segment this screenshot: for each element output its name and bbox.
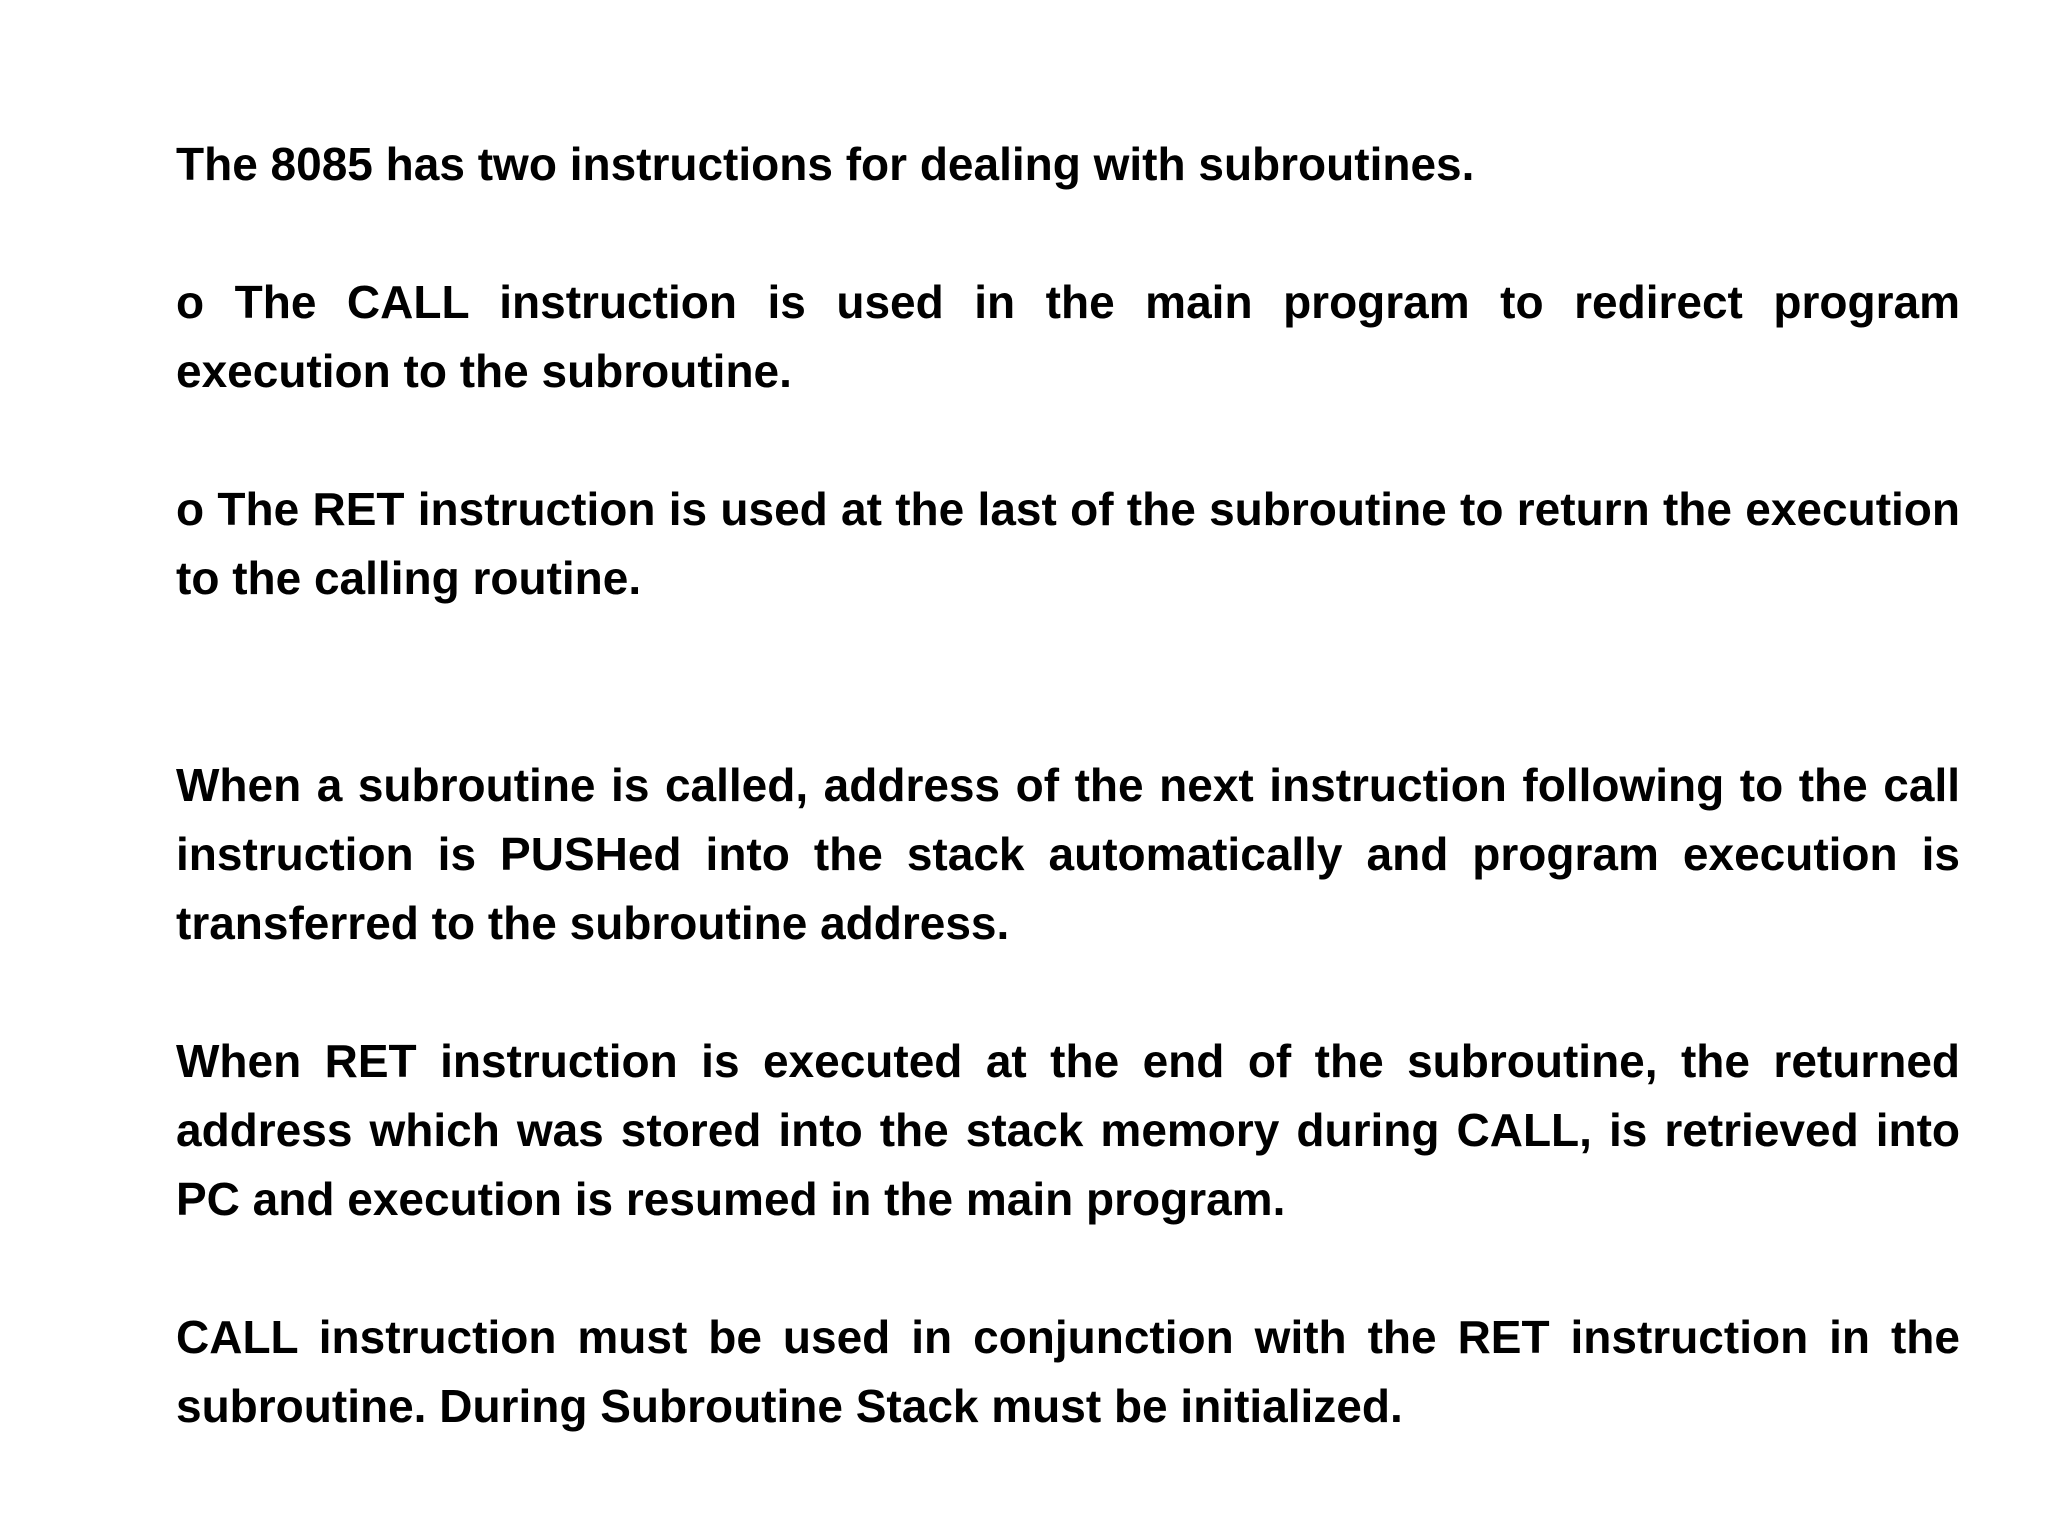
spacer [176, 1234, 1960, 1303]
spacer [176, 958, 1960, 1027]
slide-body [176, 130, 1960, 1441]
spacer [176, 406, 1960, 475]
paragraph-conjunction: CALL instruction must be used in conjunction with the RET instruction in the subroutine. During Subroutine Stack must be initialized. [176, 1311, 1960, 1432]
bullet-call: o The CALL instruction is used in the main program to redirect program execution to the subroutine. [176, 276, 1960, 397]
paragraph-call: When a subroutine is called, address of the next instruction following to the call instruction is PUSHed into the stack automatically and program execution is transferred to the subroutine address. [176, 759, 1960, 949]
paragraph-ret: When RET instruction is executed at the end of the subroutine, the returned address which was stored into the stack memory during CALL, is retrieved into PC and execution is resumed in the main program. [176, 1035, 1960, 1225]
intro-text: The 8085 has two instructions for dealing with subroutines. [176, 138, 1475, 190]
spacer [176, 613, 1960, 751]
spacer [176, 199, 1960, 268]
bullet-ret: o The RET instruction is used at the last of the subroutine to return the execution to the calling routine. [176, 483, 1960, 604]
